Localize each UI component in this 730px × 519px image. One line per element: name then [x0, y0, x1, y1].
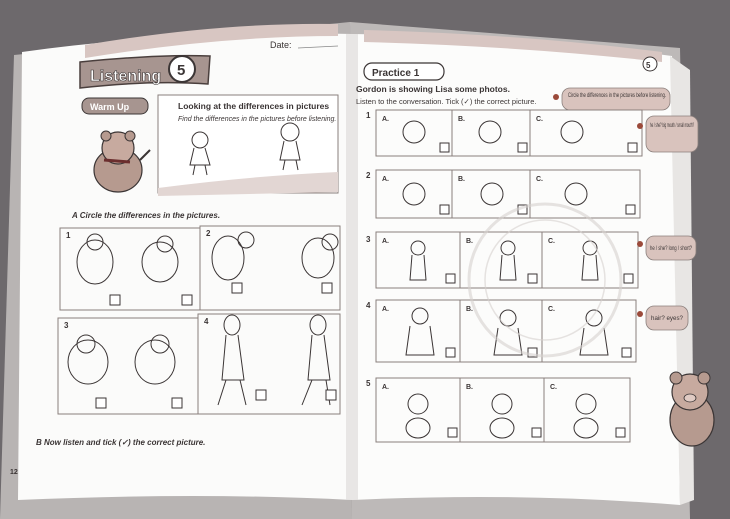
row-3-number: 3	[366, 235, 371, 244]
item-number-1: 1	[66, 231, 71, 240]
row-5-tick-a[interactable]	[448, 428, 457, 437]
warm-up-instruction: Find the differences in the pictures before listening.	[178, 116, 337, 123]
date-label: Date:	[270, 40, 292, 50]
section-a-instruction: A Circle the differences in the pictures.	[72, 211, 221, 220]
row-2-tick-a[interactable]	[440, 205, 449, 214]
warm-up-label: Warm Up	[90, 102, 130, 112]
right-page-number: 5	[646, 61, 651, 70]
row-2-option-b: B.	[458, 176, 465, 183]
row-4-option-c: C.	[548, 306, 555, 313]
hint-3-text: he / she? long / short?	[650, 246, 693, 252]
row-1-tick-c[interactable]	[628, 143, 637, 152]
row-3-tick-a[interactable]	[446, 274, 455, 283]
row-4-option-b: B.	[466, 306, 473, 313]
row-2-option-a: A.	[382, 176, 389, 183]
left-page-number: 12	[10, 469, 18, 476]
row-5-option-a: A.	[382, 384, 389, 391]
row-5-tick-c[interactable]	[616, 428, 625, 437]
hint-bubble-2	[646, 116, 698, 152]
row-3-tick-c[interactable]	[624, 274, 633, 283]
row-2-number: 2	[366, 171, 371, 180]
hint-4-text: hair? eyes?	[651, 316, 684, 322]
row-5-option-c: C.	[550, 384, 557, 391]
hint-1-text: Circle the differences in the pictures before listening.	[568, 92, 667, 99]
row-3-option-a: A.	[382, 238, 389, 245]
unit-number: 5	[177, 62, 186, 79]
item-number-3: 3	[64, 321, 69, 330]
row-1-option-c: C.	[536, 116, 543, 123]
row-3-tick-b[interactable]	[528, 274, 537, 283]
intro-line-1: Gordon is showing Lisa some photos.	[356, 84, 510, 94]
row-1-option-b: B.	[458, 116, 465, 123]
section-b-instruction: B Now listen and tick (✓) the correct picture.	[36, 438, 206, 447]
item-number-4: 4	[204, 317, 209, 326]
warm-up-heading: Looking at the differences in pictures	[178, 101, 330, 111]
row-4-tick-a[interactable]	[446, 348, 455, 357]
row-3-option-b: B.	[466, 238, 473, 245]
intro-line-2: Listen to the conversation. Tick (✓) the correct picture.	[356, 97, 537, 106]
row-2-tick-c[interactable]	[626, 205, 635, 214]
hint-2-text: he / she? big mouth / small mouth?	[650, 123, 695, 129]
row-4-tick-c[interactable]	[622, 348, 631, 357]
row-1-tick-b[interactable]	[518, 143, 527, 152]
row-1-tick-a[interactable]	[440, 143, 449, 152]
item-number-2: 2	[206, 229, 211, 238]
practice-title: Practice 1	[372, 68, 420, 79]
row-5-tick-b[interactable]	[532, 428, 541, 437]
listening-title: Listening	[90, 68, 162, 85]
teddy-bear-illustration-right	[670, 372, 714, 446]
row-4-option-a: A.	[382, 306, 389, 313]
row-5-number: 5	[366, 379, 371, 388]
row-3-option-c: C.	[548, 238, 555, 245]
row-5-option-b: B.	[466, 384, 473, 391]
row-1-number: 1	[366, 111, 371, 120]
row-4-number: 4	[366, 301, 371, 310]
row-1-option-a: A.	[382, 116, 389, 123]
row-2-option-c: C.	[536, 176, 543, 183]
